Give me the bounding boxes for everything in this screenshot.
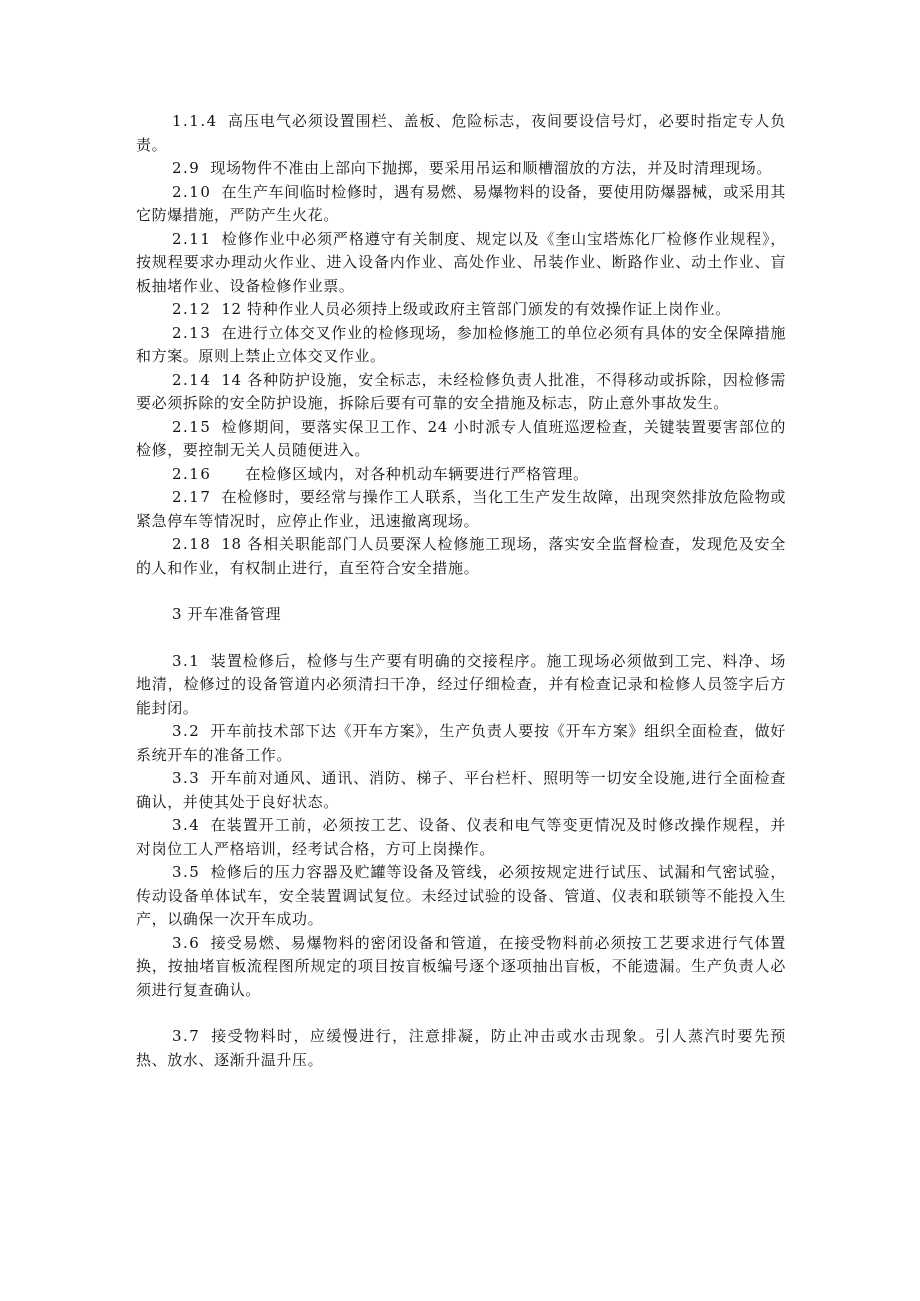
clause-text: 在检修区域内，对各种机动车辆要进行严格管理。 <box>245 464 589 483</box>
clause-2-18 <box>136 533 786 580</box>
clause-number: 3.4 <box>172 816 201 834</box>
spacer <box>136 1002 786 1025</box>
clause-text: 开车前对通风、通讯、消防、梯子、平台栏杆、照明等一切安全设施,进行全面检查确认，并使其处于良好状态。 <box>136 769 786 811</box>
clause-text: 接受物料时，应缓慢进行，注意排凝，防止冲击或水击现象。引人蒸汽时要先预热、放水、逐渐升温升压。 <box>136 1027 786 1069</box>
clause-number: 3.7 <box>172 1027 201 1045</box>
clause-text: 在进行立体交叉作业的检修现场，参加检修施工的单位必须有具体的安全保障措施和方案。原则上禁止立体交叉作业。 <box>136 323 786 365</box>
clause-number: 2.11 <box>172 229 212 248</box>
clause-2-12 <box>136 298 786 322</box>
clause-text: 在生产车间临时检修时，遇有易燃、易爆物料的设备，要使用防爆器械，或采用其它防爆措施，严防产生火花。 <box>136 182 786 224</box>
clause-number: 2.12 <box>172 300 212 318</box>
clause-3-7 <box>136 1025 786 1072</box>
clause-1-1-4 <box>136 110 786 157</box>
clause-text: 检修期间，要落实保卫工作、24 小时派专人值班巡逻检查，关键装置要害部位的检修，要控制无关人员随便进入。 <box>136 417 786 459</box>
clause-text: 在装置开工前，必须按工艺、设备、仪表和电气等变更情况及时修改操作规程，并对岗位工人严格培训，经考试合格，方可上岗操作。 <box>136 816 786 858</box>
clause-2-9 <box>136 157 786 181</box>
clause-number: 2.14 <box>172 370 212 389</box>
clause-number: 2.9 <box>172 159 201 177</box>
clause-number: 2.16 <box>172 464 212 483</box>
clause-3-3 <box>136 767 786 814</box>
clause-text: 检修后的压力容器及贮罐等设备及管线，必须按规定进行试压、试漏和气密试验，传动设备单体试车，安全装置调试复位。未经过试验的设备、管道、仪表和联锁等不能投入生产，以确保一次开车成功。 <box>136 863 786 928</box>
clause-number: 3.6 <box>172 933 201 952</box>
section-3-heading: 3 开车准备管理 <box>172 605 282 623</box>
clause-text: 18 各相关职能部门人员要深人检修施工现场，落实安全监督检查，发现危及安全的人和作业，有权制止进行，直至符合安全措施。 <box>136 535 786 577</box>
clause-number: 3.3 <box>172 769 201 787</box>
spacer <box>136 580 786 603</box>
clause-2-10 <box>136 181 786 228</box>
clause-3-5 <box>136 861 786 932</box>
document-page <box>136 110 786 1072</box>
clause-2-16 <box>136 463 786 487</box>
clause-text: 12 特种作业人员必须持上级或政府主管部门颁发的有效操作证上岗作业。 <box>221 300 731 318</box>
clause-number: 3.5 <box>172 863 201 881</box>
clause-text: 接受易燃、易爆物料的密闭设备和管道，在接受物料前必须按工艺要求进行气体置换，按抽堵盲板流程图所规定的项目按盲板编号逐个逐项抽出盲板，不能遗漏。生产负责人必须进行复查确认。 <box>136 933 786 999</box>
clause-3-2 <box>136 720 786 767</box>
clause-number: 2.13 <box>172 323 212 342</box>
clause-number: 2.18 <box>172 535 212 553</box>
clause-text: 现场物件不准由上部向下抛掷，要采用吊运和顺槽溜放的方法，并及时清理现场。 <box>210 159 772 177</box>
clause-number: 2.10 <box>172 182 212 201</box>
clause-text: 装置检修后，检修与生产要有明确的交接程序。施工现场必须做到工完、料净、场地清，检修过的设备管道内必须清扫干净，经过仔细检查，并有检查记录和检修人员签字后方能封闭。 <box>136 651 786 717</box>
clause-text: 检修作业中必须严格遵守有关制度、规定以及《奎山宝塔炼化厂检修作业规程》，按规程要求办理动火作业、进入设备内作业、高处作业、吊装作业、断路作业、动土作业、盲板抽堵作业、设备检修作业票。 <box>136 229 786 295</box>
clause-3-4 <box>136 814 786 861</box>
clause-3-1 <box>136 650 786 721</box>
clause-3-6 <box>136 932 786 1003</box>
clause-2-14 <box>136 369 786 416</box>
clause-2-17 <box>136 486 786 533</box>
clause-number: 2.15 <box>172 417 212 436</box>
clause-2-13 <box>136 322 786 369</box>
clause-text: 高压电气必须设置围栏、盖板、危险标志，夜间要设信号灯，必要时指定专人负责。 <box>136 112 786 154</box>
spacer <box>136 627 786 650</box>
clause-text: 在检修时，要经常与操作工人联系，当化工生产发生故障，出现突然排放危险物或紧急停车等情况时，应停止作业，迅速撤离现场。 <box>136 488 786 530</box>
section-2-list <box>136 110 786 580</box>
clause-number: 1.1.4 <box>172 112 218 130</box>
clause-2-11 <box>136 228 786 299</box>
clause-text: 14 各种防护设施，安全标志，未经检修负责人批准，不得移动或拆除，因检修需要必须拆除的安全防护设施，拆除后要有可靠的安全措施及标志，防止意外事故发生。 <box>136 370 786 412</box>
clause-text: 开车前技术部下达《开车方案》，生产负责人要按《开车方案》组织全面检查，做好系统开车的准备工作。 <box>136 722 786 764</box>
clause-number: 3.1 <box>172 651 201 670</box>
section-3-list <box>136 650 786 1003</box>
clause-number: 3.2 <box>172 722 201 740</box>
clause-number: 2.17 <box>172 488 212 506</box>
clause-2-15 <box>136 416 786 463</box>
